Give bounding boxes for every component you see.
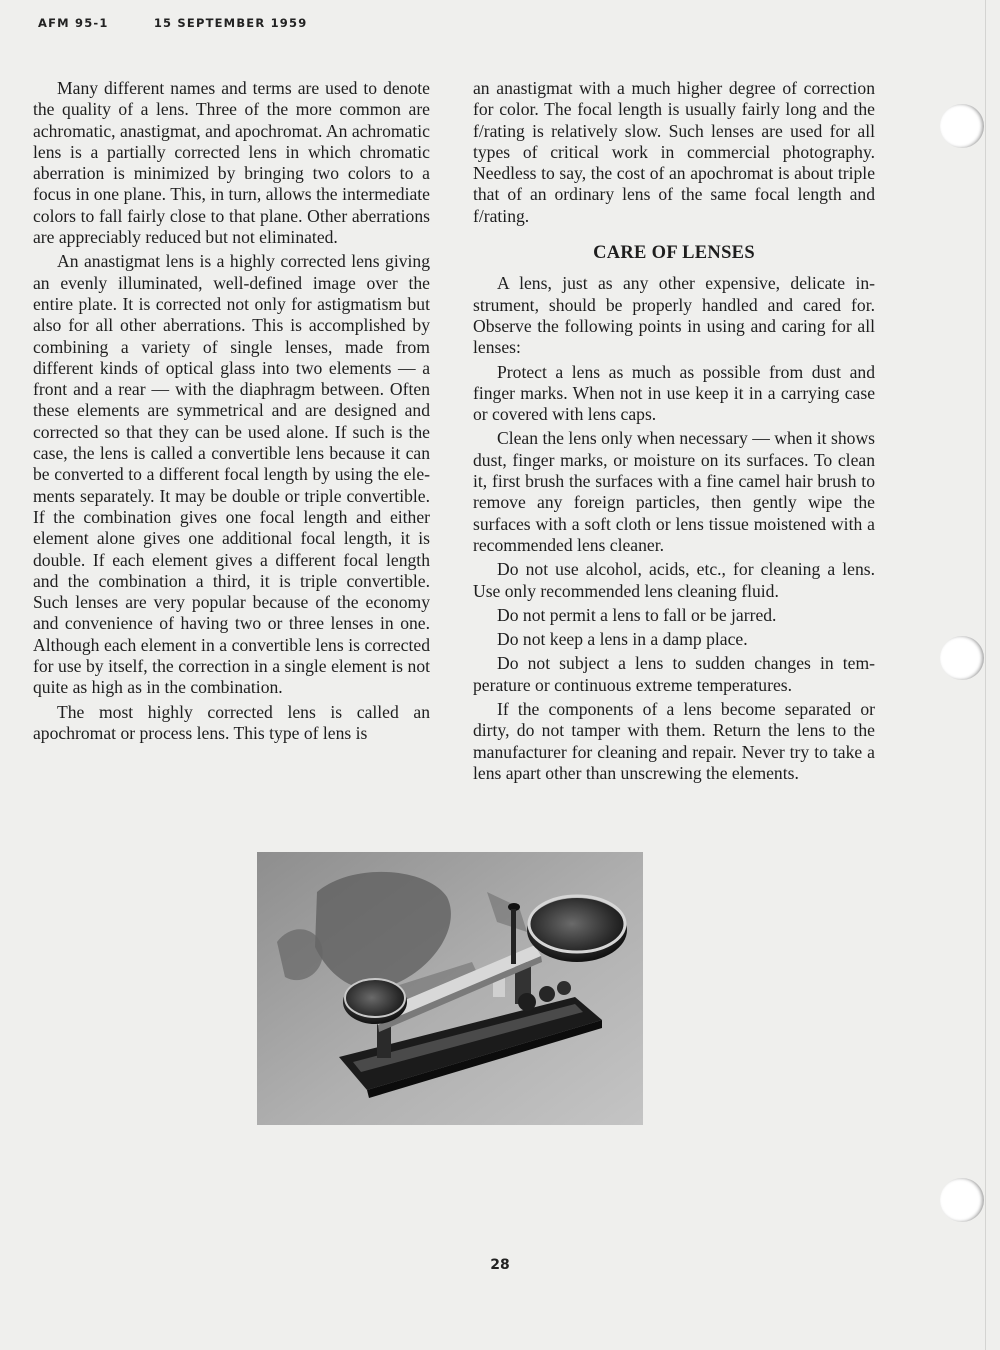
paragraph: An anastigmat lens is a highly corrected lens giving an evenly illuminated, well-defined image over the entire plate. It is corrected not only for astigmatism but also for all other aberrations. This is accomplished by combining a variety of single lenses, made from different kinds of optical glass into two elements — a front and a rear — with the diaphragm between. Often these elements are symmetrical and are designed and corrected so that they can be used alone. If such is the case, the lens is called a convertible lens because it can be converted to a different focal length by using the elements separately. It may be double or triple convertible. If the combination gives one focal length and either element alone gives one additional focal length, it is double. If each element gives a different focal length and the combination a third, it is triple convertible. Such lenses are very popular because of the economy and convenience of having two or three lenses in one. Although each element in a convertible lens is corrected for use by itself, the correction in a single element is not quite as high as in the combination. bbox=[33, 251, 430, 698]
document-id: AFM 95-1 bbox=[38, 16, 109, 30]
paragraph: an anastigmat with a much higher degree of correction for color. The focal length is usually fairly long and the f/rating is relatively slow. Such lenses are used for all types of critical work in commercial photography. Needless to say, the cost of an apochromat is about triple that of an ordinary lens of the same focal length and f/rating. bbox=[473, 78, 875, 226]
paragraph: Many different names and terms are used to denote the quality of a lens. Three of the more common are achromatic, anastigmat, and apochromat. An achromatic lens is a partially corrected lens in which chromatic aberration is minimized by bringing two colors to a focus in one plane. This, in turn, allows the intermediate colors to fall fairly close to that plane. Other aberrations are appreciably reduced but not eliminated. bbox=[33, 78, 430, 248]
balance-scale-photo bbox=[257, 852, 643, 1125]
paragraph: Do not keep a lens in a damp place. bbox=[497, 629, 748, 650]
paragraph: The most highly corrected lens is called an apochromat or process lens. This type of lens is bbox=[33, 701, 430, 743]
page-header bbox=[38, 16, 307, 30]
right-column bbox=[473, 78, 875, 787]
binder-hole bbox=[940, 1178, 984, 1222]
document-date: 15 SEPTEMBER 1959 bbox=[153, 16, 308, 30]
page-edge bbox=[985, 0, 986, 1350]
binder-hole bbox=[940, 104, 984, 148]
paragraph: Do not permit a lens to fall or be jarred. bbox=[497, 604, 777, 625]
page-number: 28 bbox=[490, 1257, 510, 1273]
paragraph: Do not subject a lens to sudden changes in temperature or continuous extreme temperatures. bbox=[473, 653, 875, 695]
paragraph: Protect a lens as much as possible from dust and finger marks. When not in use keep it in a carrying case or covered with lens caps. bbox=[473, 361, 875, 425]
left-column bbox=[33, 78, 430, 747]
section-heading: CARE OF LENSES bbox=[593, 243, 755, 264]
paragraph: Clean the lens only when necessary — when it shows dust, finger marks, or moisture on its surfaces. To clean it, first brush the surfaces with a fine camel hair brush to remove any foreign particles, then gently wipe the surfaces with a soft cloth or lens tissue moistened with a recommended lens cleaner. bbox=[473, 428, 875, 555]
paragraph: If the components of a lens become separated or dirty, do not tamper with them. Return the lens to the manufacturer for cleaning and repair. Never try to take a lens apart other than unscrewing the elements. bbox=[473, 699, 875, 783]
binder-hole bbox=[940, 636, 984, 680]
paragraph: Do not use alcohol, acids, etc., for cleaning a lens. Use only recommended lens cleaning fluid. bbox=[473, 559, 875, 601]
paragraph: A lens, just as any other expensive, delicate instrument, should be properly handled and cared for. Observe the following points in using and caring for all lenses: bbox=[473, 273, 875, 358]
balance-scale-illustration bbox=[257, 852, 643, 1125]
